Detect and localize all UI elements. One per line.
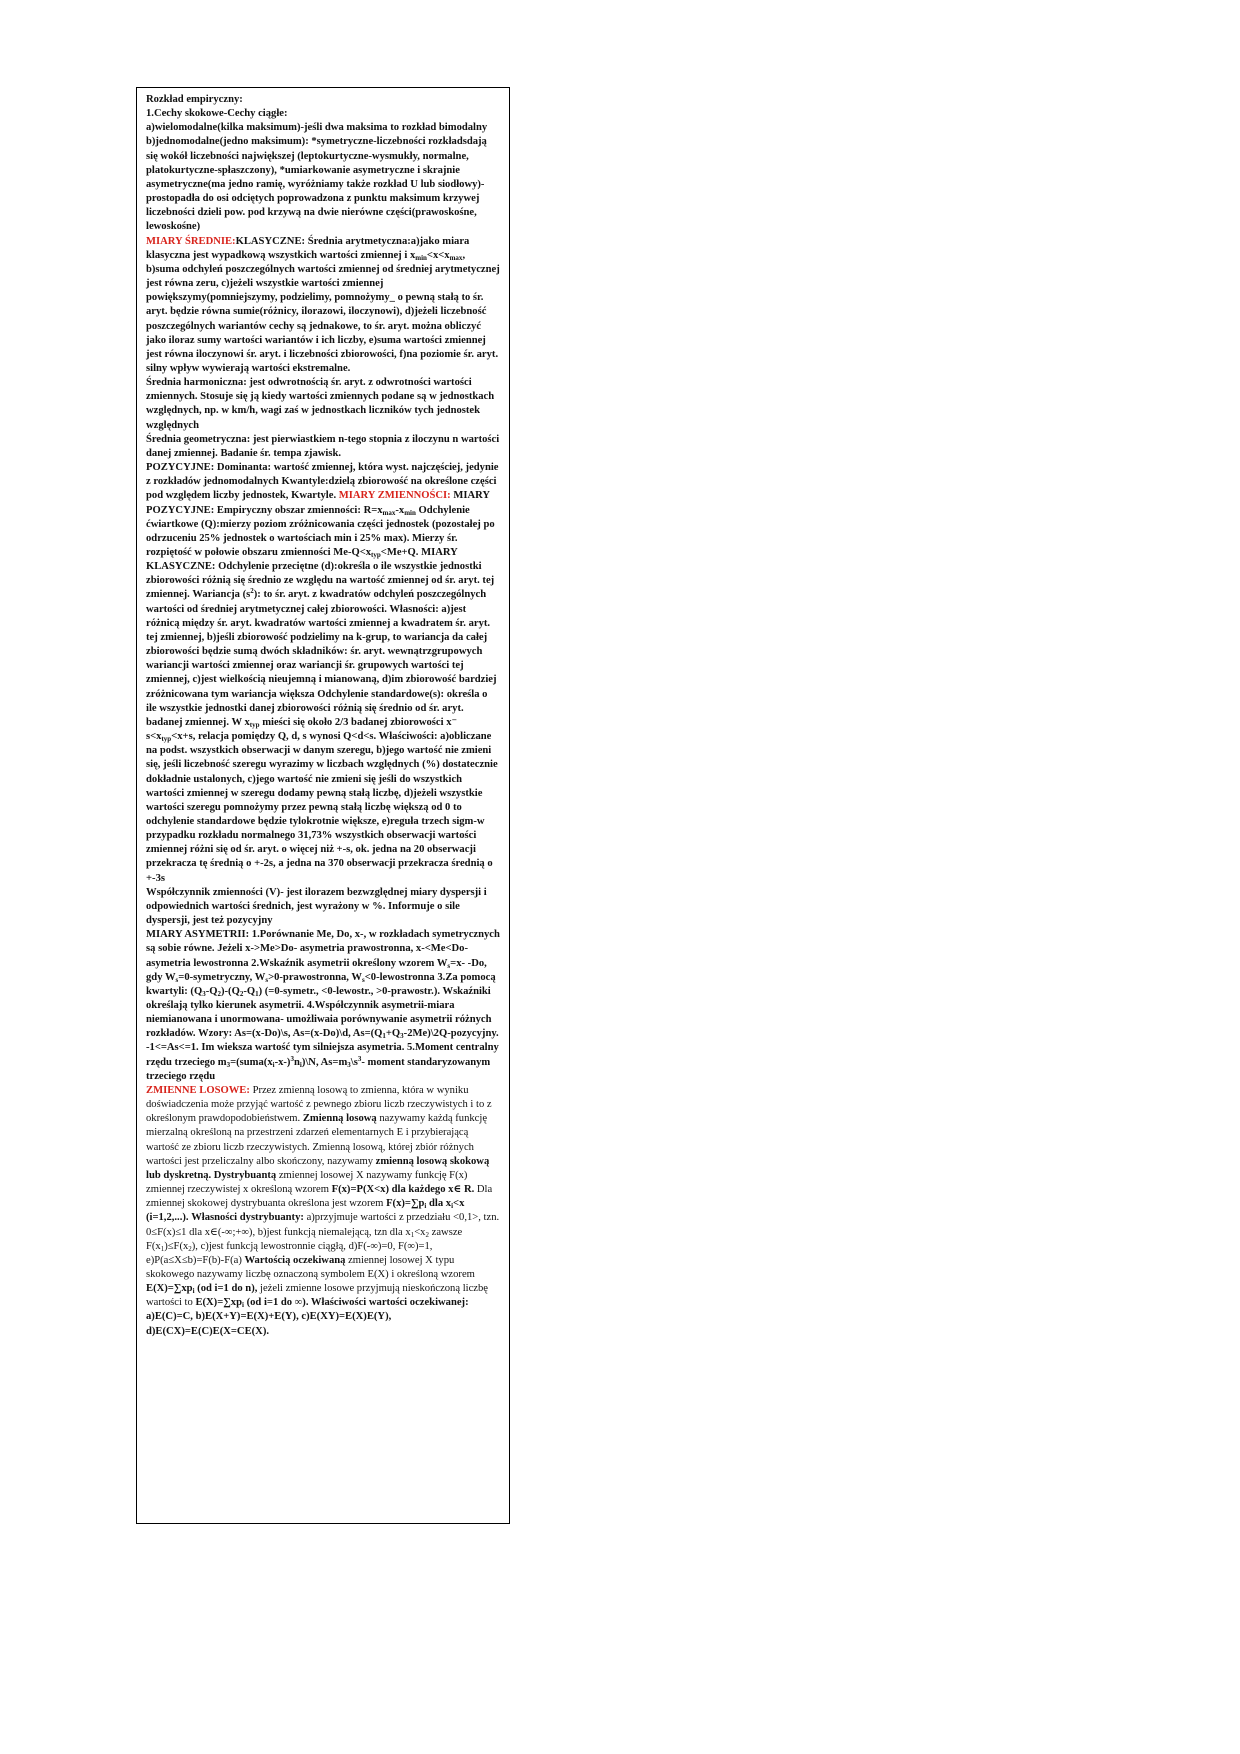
- text-segment: -Q: [205, 985, 218, 997]
- formula-segment: (od i=1 do ∞). Właściwości wartości oczekiwanej:: [246, 1297, 469, 1309]
- formula-segment: +Q: [385, 1028, 401, 1040]
- heading-wspolczynnik-zmiennosci: Współczynnik zmienności (V)-: [146, 886, 284, 898]
- subscript: 1: [255, 989, 259, 998]
- text-segment: jest pierwiastkiem n-tego stopnia z iloczynu n wartości danej zmiennej. Badanie śr. tempa zjawisk.: [146, 433, 500, 459]
- text-segment: <x+s, relacja pomiędzy Q, d, s wynosi Q<d<s.: [171, 731, 377, 743]
- notes-panel: [136, 87, 510, 1524]
- text-segment: określa o ile wszystkie jednostki zbiorowości różnią się średnio ze względu na wartość zmiennej od śr. aryt. tej zmiennej.: [146, 561, 495, 601]
- heading-wartosc-oczekiwana: Wartością oczekiwaną: [244, 1254, 346, 1266]
- formula-segment: <x (i=1,2,...).: [146, 1198, 465, 1224]
- text-segment: )≤F(x: [164, 1240, 189, 1252]
- subscript: min: [415, 253, 427, 262]
- subscript: max: [449, 253, 463, 262]
- text-segment: to śr. aryt. z kwadratów odchyleń poszczególnych wartości od średniej arytmetycznej całej zbiorowości.: [146, 589, 487, 615]
- heading-odchylenie-przecietne: MIARY KLASYCZNE: Odchylenie przeciętne (d):: [146, 547, 458, 573]
- formula-segment: -x-): [274, 1056, 291, 1068]
- formula-segment: -2Me)\2Q-pozycyjny. -1<=As<=1.: [146, 1028, 499, 1054]
- text-segment: a)jest różnicą między śr. aryt. kwadratów wartości zmiennej a kwadratem śr. aryt. tej zmiennej, b)jeśli zbiorowość podzielimy na k-grup, to wariancja da całej zbiorowości będzie sumą dwóch składników: śr. aryt. wewnątrzgrupowych wariancji wartości zmiennej oraz wariancji śr. grupowych wartości tej zmiennej, c)jest wielkością nieujemną i mianowaną, d)im zbiorowość bardziej zróżnicowana tym wariancja większa: [146, 603, 497, 700]
- text-segment: <x<x: [426, 249, 450, 261]
- heading-wlasnosci-wariancji: Własności:: [389, 603, 439, 615]
- formula-segment: R=x: [363, 504, 383, 516]
- text-segment: mieści się około 2/3 badanej zbiorowości x⁻ s<x: [146, 716, 458, 743]
- text-segment: Zmienną losową: [302, 1113, 377, 1125]
- formula-segment: F(x)=P(X<x) dla każdego x∈ R.: [331, 1184, 475, 1196]
- text-segment: -Q: [243, 985, 256, 997]
- text-segment: mierzy poziom zróżnicowania części jednostek (pozostałej po odrzuceniu 25% jednostek o wartościach min i 25% max). Mierzy śr. rozpiętość w połowie obszaru zmienności Me-Q<x: [146, 518, 495, 558]
- paragraph-wspolczynnik-zmiennosci: [146, 886, 500, 928]
- subscript: typ: [161, 735, 172, 744]
- subscript: typ: [249, 720, 260, 729]
- formula-segment: (od i=1 do n),: [197, 1283, 258, 1295]
- paragraph-cechy: a)wielomodalne(kilka maksimum)-jeśli dwa maksima to rozkład bimodalny b)jednomodalne(jedno maksimum): *symetryczne-liczebności rozkładsdają się wokół liczebności największej (leptokurtyczne-wysmukły, normalne, platokurtyczne-spłaszczony), *umiarkowanie asymetryczne i skrajnie asymetryczne(ma jedno ramię, wyróżniamy także rozkład U lub siodłowy)-prostopadła do osi odciętych poprowadzona z punktu maksimum krzywej liczebności dzieli pow. pod krzywą na dwie nierówne części(prawoskośne, lewoskośne): [146, 122, 488, 233]
- text-segment: zawsze F(x: [146, 1226, 463, 1252]
- text-segment: zmienną losową skokową lub dyskretną. Dystrybuantą: [146, 1155, 490, 1181]
- text-segment: określa o ile wszystkie jednostki danej zbiorowości różnią się średnio od śr. aryt. badanej zmiennej. W x: [146, 688, 488, 728]
- heading-odchylenie-cwiartkowe: Odchylenie ćwiartkowe (Q):: [146, 504, 470, 530]
- text-segment: jest odwrotnością śr. aryt. z odwrotności wartości zmiennych. Stosuje się ją kiedy wartości zmiennych podane są w jednostkach względnych, np. w km/h, wagi zaś w jednostkach liczników tych jednostek względnych: [146, 377, 495, 431]
- formula-segment: =(suma(x: [230, 1056, 273, 1068]
- text-segment: ), c)jest funkcją lewostronnie ciągłą, d)F(-∞)=0, F(∞)=1, e)P(a≤X≤b)=F(b)-F(a): [146, 1240, 433, 1266]
- text-segment: Współczynnik asymetrii-miara niemianowana i unormowana- umożliwaia porównywanie asymetrii różnych rozkładów.: [146, 1000, 492, 1040]
- formula-segment: E(X)=∑xp: [146, 1283, 193, 1295]
- text-segment: a)obliczane na podst. wszystkich obserwacji w danym szeregu, b)jego wartość nie zmieni się, jeśli liczebność szeregu wyrazimy w liczbach względnych (%) dostatecznie dokładnie ustalonych, c)jego wartość nie zmieni się jeśli do wszystkich wartości zmiennej w szeregu dodamy pewną stałą liczbę, d)jeżeli wszystkie wartości szeregu pomnożymy przez pewną stałą liczbę większą od 0 to odchylenie standardowe będzie tylokrotnie większe, e)reguła trzech sigm-w przypadku rozkładu normalnego 31,73% wszystkich obserwacji wartości zmiennej różni się od śr. aryt. o więcej niż +-s, ok. jedna na 20 obserwacji przekracza tę średnią o +-2s, a jedna na 370 obserwacji przekracza średnią o +-3s: [146, 731, 498, 884]
- heading-odchylenie-standardowe: Odchylenie standardowe(s):: [317, 688, 445, 700]
- text-segment: Dla zmiennej skokowej dystrybuanta określona jest wzorem: [146, 1184, 493, 1210]
- text-segment: <Me+Q.: [380, 547, 419, 558]
- subscript: typ: [371, 551, 381, 559]
- subscript: i: [242, 1301, 244, 1310]
- text-segment: Kwartyle.: [291, 490, 337, 502]
- text-segment: =x- -Do, gdy W: [146, 957, 487, 983]
- text-segment: <x: [414, 1226, 426, 1238]
- heading-srednia-arytmetyczna: KLASYCZNE: Średnia arytmetyczna:: [235, 235, 411, 247]
- text-segment: Przez zmienną losową to zmienna, która w wyniku doświadczenia może przyjąć wartość z pewnego zbioru liczb rzeczywistych i to z określonym prawdopodobieństwem.: [146, 1084, 492, 1125]
- heading-obszar-zmiennosci: MIARY POZYCYJNE: Empiryczny obszar zmienności:: [146, 490, 490, 516]
- superscript: 3: [290, 1054, 294, 1063]
- text-segment: )-(Q: [220, 985, 240, 997]
- paragraph-zmienne-losowe: [146, 1084, 500, 1339]
- text-segment: Wskaźniki określają tylko kierunek asymetrii. 4.: [146, 985, 491, 1011]
- formula-segment: E(X)=∑xp: [195, 1297, 242, 1309]
- subscript: 1: [410, 1230, 415, 1239]
- text-segment: Porównanie Me, Do, x-, w rozkładach symetrycznych są sobie równe. Jeżeli x->Me>Do- asymetria prawostronna, x-<Me<Do- asymetria lewostronna 2.Wskaźnik asymetrii określony wzorem W: [146, 929, 500, 969]
- paragraph-miary-asymetrii: [146, 928, 500, 1084]
- formula-segment: )\N, As=m: [301, 1056, 348, 1068]
- text-segment: ):: [253, 589, 261, 601]
- heading-miary-srednie: MIARY ŚREDNIE:: [146, 235, 236, 247]
- section-heading-cechy: 1.Cechy skokowe-Cechy ciągłe:: [146, 108, 288, 120]
- text-segment: =0-symetryczny, W: [178, 971, 266, 983]
- text-segment: , b)suma odchyleń poszczególnych wartości zmiennej od średniej arytmetycznej jest równa zeru, c)jeżeli wszystkie wartości zmiennej powiększymy(pomniejszymy, podzielimy, pomnożymy_ o pewną stałą to śr. aryt. będzie równa sumie(różnicy, ilorazowi, iloczynowi), d)jeżeli liczebność poszczególnych wariantów cechy są jednakowe, to śr. aryt. można obliczyć jako iloraz sumy wartości wariantów i ich liczby, e)suma wartości zmiennej jest równa iloczynowi śr. aryt. i liczebności zbiorowości, f)na poziomie śr. aryt. silny wpływ wywierają wartości ekstremalne.: [146, 249, 500, 374]
- subscript: i: [192, 1287, 195, 1296]
- subscript: 2: [425, 1230, 429, 1239]
- heading-wlasnosci-dystrybuanty: Własności dystrybuanty:: [191, 1212, 304, 1224]
- text-segment: >0-prawostronna, W: [268, 971, 362, 983]
- formula-segment: Wzory: As=(x-Do)\s, As=(x-Do)\d, As=(Q: [198, 1028, 383, 1040]
- formula-segment: a)E(C)=C, b)E(X+Y)=E(X)+E(Y), c)E(XY)=E(X)E(Y), d)E(CX)=E(C)E(X=CE(X).: [146, 1311, 392, 1337]
- formula-segment: dla x: [429, 1198, 452, 1210]
- formula-segment: -x: [395, 504, 405, 516]
- subscript: i: [272, 1060, 275, 1069]
- text-segment: Kwantyle:dzielą zbiorowość na określone części pod względem liczby jednostek,: [146, 476, 497, 502]
- text-segment: - moment standaryzowanym trzeciego rzędu: [146, 1056, 491, 1082]
- subscript: i: [299, 1060, 302, 1069]
- paragraph-harmoniczna: [146, 376, 500, 433]
- subscript: i: [451, 1202, 454, 1211]
- text-segment: ) (=0-symetr., <0-lewostr., >0-prawostr.).: [258, 985, 440, 997]
- subscript: s: [447, 961, 451, 970]
- heading-wlasciwosci-odchylenia: Właściwości:: [378, 731, 438, 743]
- subscript: 3: [347, 1060, 351, 1069]
- heading-miary-asymetrii: MIARY ASYMETRII: 1.: [146, 929, 260, 941]
- heading-srednia-harmoniczna: Średnia harmoniczna:: [146, 377, 247, 389]
- subscript: 3: [202, 989, 206, 998]
- heading-miary-zmiennosci: MIARY ZMIENNOŚCI:: [338, 490, 451, 502]
- heading-wariancja: Wariancja (s: [192, 589, 251, 601]
- text-segment: a)jako miara klasyczna jest wypadkową wszystkich wartości zmiennej i x: [146, 235, 470, 261]
- text-segment: a)przyjmuje wartości z przedziału <0,1>, tzn. 0≤F(x)≤1 dla x∈(-∞;+∞), b)jest funkcją niemalejącą, tzn dla x: [146, 1212, 500, 1238]
- formula-segment: F(x)=∑p: [386, 1198, 425, 1210]
- text-segment: <0-lewostronna 3.Za pomocą kwartyli: (Q: [146, 971, 496, 997]
- subscript: s: [265, 975, 269, 984]
- heading-zmienne-losowe: ZMIENNE LOSOWE:: [146, 1084, 250, 1096]
- subscript: s: [175, 975, 179, 984]
- formula-segment: \s: [350, 1056, 358, 1068]
- subscript: s: [362, 975, 365, 984]
- subscript: 2: [217, 989, 221, 998]
- notes-title: Rozkład empiryczny:: [146, 94, 243, 105]
- subscript: 1: [382, 1032, 386, 1041]
- text-segment: zmiennej losowej X typu skokowego nazywamy liczbę oznaczoną symbolem E(X) i określoną wzorem: [146, 1254, 475, 1280]
- paragraph-geometryczna: [146, 433, 500, 461]
- subscript: min: [404, 508, 416, 517]
- subscript: max: [382, 508, 396, 517]
- superscript: 2: [250, 587, 254, 596]
- subscript: 1: [160, 1244, 165, 1253]
- text-segment: Im wieksza wartość tym silniejsza asymetria. 5.Moment centralny rzędu trzeciego m: [146, 1042, 499, 1068]
- text-segment: jest ilorazem bezwzględnej miary dyspersji i odpowiednich wartości średnich, jest wyrażony w %. Informuje o sile dyspersji, jest też pozycyjny: [146, 886, 487, 927]
- text-segment: nazywamy każdą funkcję mierzalną określoną na przestrzeni zdarzeń elementarnych E i przybierającą wartość ze zbioru liczb rzeczywistych. Zmienną losową, której zbiór różnych wartości jest przeliczalny albo skończony, nazywamy: [146, 1113, 488, 1167]
- formula-segment: n: [293, 1056, 300, 1068]
- text-segment: zmiennej losowej X nazywamy funkcję F(x) zmiennej rzeczywistej x określoną wzorem: [146, 1169, 468, 1196]
- subscript: 2: [239, 989, 244, 998]
- subscript: 2: [188, 1244, 192, 1253]
- paragraph-miary-srednie: [146, 235, 500, 377]
- subscript: 3: [226, 1060, 231, 1069]
- subscript: i: [424, 1202, 427, 1211]
- text-segment: wartość zmiennej, która wyst. najczęściej, jedynie z rozkładów jednomodalnych: [146, 462, 499, 488]
- superscript: 3: [357, 1054, 362, 1063]
- text-segment: jeżeli zmienne losowe przyjmują nieskończoną liczbę wartości to: [146, 1283, 488, 1309]
- subscript: 3: [400, 1032, 404, 1041]
- paragraph-pozycyjne: [146, 461, 500, 886]
- heading-pozycyjne: POZYCYJNE: Dominanta:: [146, 462, 272, 474]
- heading-srednia-geometryczna: Średnia geometryczna:: [146, 433, 251, 445]
